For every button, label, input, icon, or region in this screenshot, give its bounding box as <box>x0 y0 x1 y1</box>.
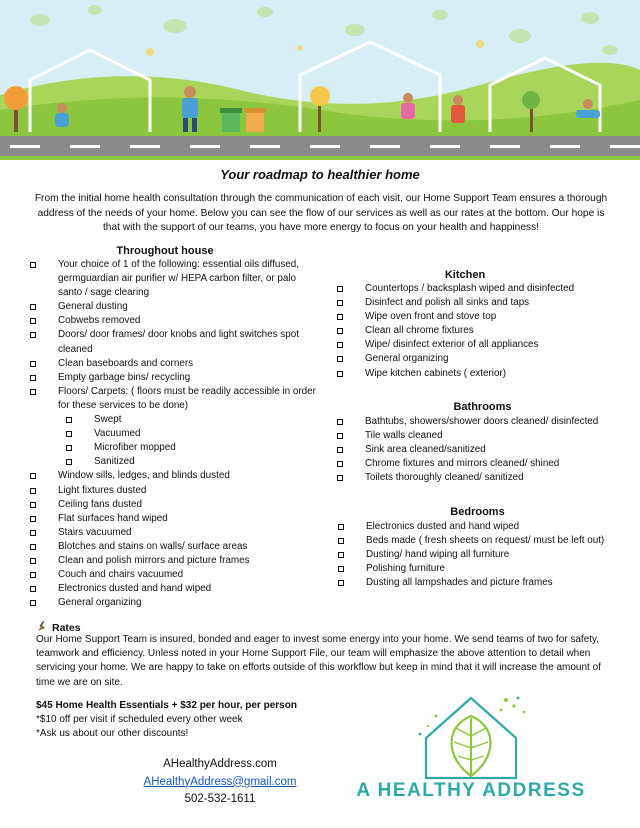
checklist-item <box>30 582 320 596</box>
checklist-item <box>30 357 320 371</box>
checkbox-icon <box>30 516 36 522</box>
kitchen-heading: Kitchen <box>444 269 486 281</box>
checklist-item <box>30 512 320 526</box>
website-link[interactable]: AHealthyAddress.com <box>163 758 277 770</box>
checklist-item <box>30 371 320 385</box>
checkbox-icon <box>30 586 36 592</box>
checklist-item <box>337 457 632 471</box>
checkbox-icon <box>30 600 36 606</box>
checklist-item-text: Sink area cleaned/sanitized <box>365 444 486 456</box>
checklist-item <box>337 310 627 324</box>
checklist-item <box>337 282 627 296</box>
checkbox-icon <box>30 530 36 536</box>
checkbox-icon <box>337 371 343 377</box>
checkbox-icon <box>337 461 343 467</box>
checklist-item-text: Doors/ door frames/ door knobs and light switches spot cleaned <box>58 329 299 355</box>
checklist-item-text: Couch and chairs vacuumed <box>58 569 184 581</box>
checklist-item <box>338 520 633 534</box>
header-illustration <box>0 0 640 160</box>
checklist-item-text: Your choice of 1 of the following: essential oils diffused, germguardian air purifier w/ HEPA carbon filter, or palo santo / sage clearing <box>58 259 299 299</box>
checkbox-icon <box>30 361 36 367</box>
checklist-item <box>337 443 632 457</box>
checklist-item <box>30 328 320 356</box>
checklist-item-text: Electronics dusted and hand wiped <box>58 583 212 595</box>
discount-line: *$10 off per visit if scheduled every other week <box>36 714 243 726</box>
checklist-item-text: Floors/ Carpets: ( floors must be readily accessible in order for these services to be done) <box>58 385 316 411</box>
checklist-item-text: Window sills, ledges, and blinds dusted <box>58 470 230 482</box>
checklist-item-text: Empty garbage bins/ recycling <box>58 371 191 383</box>
checklist-item <box>338 562 633 576</box>
checklist-item-text: Clean baseboards and corners <box>58 357 194 369</box>
checklist-item-text: Stairs vacuumed <box>58 526 132 538</box>
checklist-item <box>30 498 320 512</box>
checkbox-icon <box>30 375 36 381</box>
checklist-item-text: Bathtubs, showers/shower doors cleaned/ disinfected <box>365 416 599 427</box>
checklist-item <box>30 258 320 300</box>
checkbox-icon <box>337 475 343 481</box>
checklist-item-text: General dusting <box>58 301 128 313</box>
checklist-item-text: Electronics dusted and hand wiped <box>366 521 520 532</box>
checklist-item <box>337 296 627 310</box>
checkbox-icon <box>338 566 344 572</box>
checklist-item-text: Swept <box>94 414 122 426</box>
checklist-item-text: Blotches and stains on walls/ surface areas <box>58 540 248 552</box>
email-link[interactable]: AHealthyAddress@gmail.com <box>143 775 297 788</box>
checkbox-icon <box>338 552 344 558</box>
checklist-item <box>30 314 320 328</box>
price-block <box>36 699 297 742</box>
checklist-item <box>30 455 320 469</box>
checklist-item <box>30 554 320 568</box>
checklist-item <box>338 548 633 562</box>
checkbox-icon <box>30 558 36 564</box>
checkbox-icon <box>337 419 343 425</box>
checklist-item <box>338 576 633 590</box>
checkbox-icon <box>66 431 72 437</box>
checklist-item-text: Dusting/ hand wiping all furniture <box>366 549 510 561</box>
checkbox-icon <box>337 314 343 320</box>
checklist-item <box>30 596 320 610</box>
checkbox-icon <box>337 286 343 292</box>
checklist-item-text: Wipe kitchen cabinets ( exterior) <box>365 367 507 379</box>
checkbox-icon <box>30 502 36 508</box>
checklist-item <box>30 300 320 314</box>
checklist-item-text: Clean all chrome fixtures <box>365 325 474 337</box>
checkbox-icon <box>337 447 343 453</box>
bedrooms-heading: Bedrooms <box>450 506 505 518</box>
checkbox-icon <box>338 538 344 544</box>
checklist-item <box>337 471 632 485</box>
checkbox-icon <box>30 262 36 268</box>
checklist-item-text: Cobwebs removed <box>58 315 141 327</box>
throughout-heading: Throughout house <box>116 245 214 257</box>
rates-description: Our Home Support Team is insured, bonded and eager to invest some energy into your home. We send teams of two for safety, teamwork and efficiency. Unless noted in your Home Support File, our team will emphasize the above attention to detail when servicing your home. We are happy to take on efforts outside of this workflow but keep in mind that it will increase the amount of time we are on site. <box>36 634 601 688</box>
checklist-item <box>337 324 627 338</box>
logo-wordmark: A HEALTHY ADDRESS <box>356 780 586 801</box>
checkbox-icon <box>30 488 36 494</box>
checklist-item <box>30 568 320 582</box>
checklist-item <box>30 413 320 427</box>
checklist-item <box>30 469 320 483</box>
checkbox-icon <box>337 433 343 439</box>
checklist-item-text: General organizing <box>365 353 449 365</box>
checklist-item <box>30 385 320 413</box>
checklist-item-text: Ceiling fans dusted <box>58 498 142 510</box>
checklist-item-text: Dusting all lampshades and picture frames <box>366 577 553 589</box>
checkbox-icon <box>30 473 36 479</box>
checkbox-icon <box>337 328 343 334</box>
checklist-item-text: Toilets thoroughly cleaned/ sanitized <box>365 472 524 484</box>
contact-block <box>120 756 320 809</box>
checkbox-icon <box>30 572 36 578</box>
checklist-item-text: Flat surfaces hand wiped <box>58 512 168 524</box>
checklist-item-text: Light fixtures dusted <box>58 484 147 496</box>
checklist-item <box>337 352 627 366</box>
checklist-item-text: Tile walls cleaned <box>365 430 443 442</box>
checklist-item-text: Microfiber mopped <box>94 442 176 454</box>
phone-number: 502-532-1611 <box>184 793 256 805</box>
checkbox-icon <box>338 524 344 530</box>
rates-label: Rates <box>52 621 81 634</box>
checklist-item <box>337 415 632 429</box>
checkbox-icon <box>30 544 36 550</box>
checklist-item <box>337 367 627 381</box>
bathrooms-heading: Bathrooms <box>453 401 512 413</box>
bathrooms-list <box>337 415 632 485</box>
checkbox-icon <box>30 318 36 324</box>
ask-discounts-line: *Ask us about our other discounts! <box>36 728 189 740</box>
checklist-item-text: Chrome fixtures and mirrors cleaned/ shined <box>365 458 560 470</box>
checklist-item <box>30 441 320 455</box>
page-title: Your roadmap to healthier home <box>220 167 420 182</box>
checkbox-icon <box>338 580 344 586</box>
checklist-item-text: General organizing <box>58 597 142 609</box>
checklist-item <box>30 484 320 498</box>
checklist-item-text: Disinfect and polish all sinks and taps <box>365 297 530 309</box>
checklist-item <box>30 540 320 554</box>
checklist-item <box>337 338 627 352</box>
checklist-item-text: Countertops / backsplash wiped and disinfected <box>365 283 575 294</box>
checklist-item-text: Sanitized <box>94 456 135 468</box>
throughout-list <box>30 258 320 610</box>
checklist-item-text: Wipe oven front and stove top <box>365 311 497 323</box>
checkbox-icon <box>66 445 72 451</box>
checkbox-icon <box>30 304 36 310</box>
checkbox-icon <box>30 332 36 338</box>
bedrooms-list <box>338 520 633 590</box>
kitchen-list <box>337 282 627 381</box>
checklist-item <box>337 429 632 443</box>
checklist-item-text: Wipe/ disinfect exterior of all appliances <box>365 339 539 351</box>
checklist-item <box>30 526 320 540</box>
checkbox-icon <box>66 459 72 465</box>
checklist-item <box>338 534 633 548</box>
checklist-item-text: Polishing furniture <box>366 563 446 575</box>
intro-paragraph: From the initial home health consultation through the communication of each visit, our Home Support Team ensures a thorough address of the needs of your home. Below you can see the flow of our services as well as our rates at the bottom. Our hope is that with the support of our teams, you have more energy to focus on your health and happiness! <box>34 193 608 233</box>
checklist-item-text: Clean and polish mirrors and picture frames <box>58 554 250 566</box>
price-line: $45 Home Health Essentials + $32 per hour, per person <box>36 700 297 711</box>
checklist-item <box>30 427 320 441</box>
checklist-item-text: Vacuumed <box>94 428 141 440</box>
checklist-item-text: Beds made ( fresh sheets on request/ must be left out) <box>366 535 605 547</box>
checkbox-icon <box>30 389 36 395</box>
checkbox-icon <box>66 417 72 423</box>
checkbox-icon <box>337 342 343 348</box>
checkbox-icon <box>337 356 343 362</box>
checkbox-icon <box>337 300 343 306</box>
